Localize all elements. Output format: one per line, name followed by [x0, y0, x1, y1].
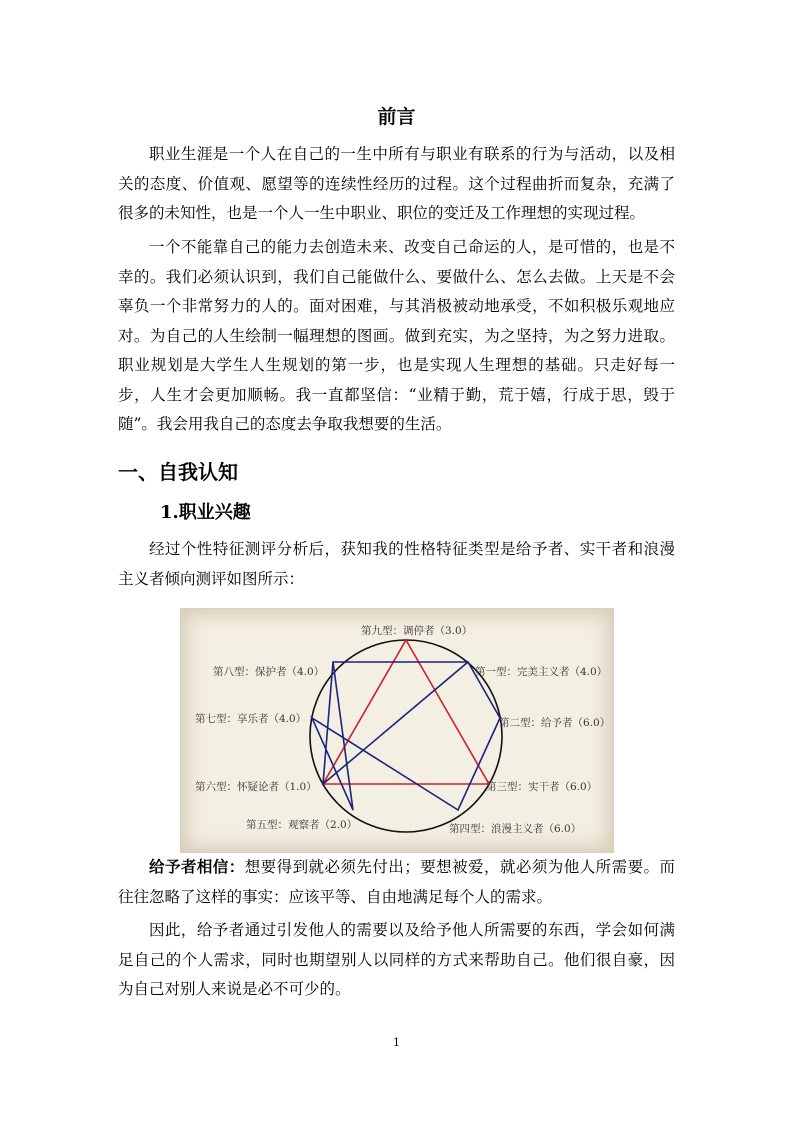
preface-paragraph-1: 职业生涯是一个人在自己的一生中所有与职业有联系的行为与活动，以及相关的态度、价值观、愿望等的连续性经历的过程。这个过程曲折而复杂，充满了很多的未知性，也是一个人一生中职业、职位的变迁及工作理想的实现过程。: [118, 145, 675, 222]
test-intro-paragraph: 经过个性特征测评分析后，获知我的性格特征类型是给予者、实干者和浪漫主义者倾向测评如图所示：: [118, 540, 675, 588]
page-title: 前言: [377, 106, 416, 128]
label-type-3: 第三型：实干者（6.0）: [486, 781, 598, 793]
subsection-heading-career-interest: 1.职业兴趣: [160, 502, 251, 523]
giver-belief-text: 想要得到就必须先付出；要想被爱，就必须为他人所需要。而往往忽略了这样的事实：应该平等、自由地满足每个人的需求。: [118, 858, 675, 906]
section-heading-self-awareness: 一、自我认知: [118, 460, 238, 484]
giver-belief-paragraph: [118, 852, 675, 912]
label-type-2: 第二型：给予者（6.0）: [499, 717, 611, 729]
label-type-5: 第五型：观察者（2.0）: [246, 819, 358, 831]
label-type-8: 第八型：保护者（4.0）: [213, 666, 325, 678]
enneagram-circle: [310, 640, 502, 832]
enneagram-hexad-lines: [312, 662, 500, 810]
label-type-1: 第一型：完美主义者（4.0）: [475, 666, 608, 678]
label-type-6: 第六型：怀疑论者（1.0）: [195, 781, 317, 793]
label-type-9: 第九型：调停者（3.0）: [361, 625, 473, 637]
label-type-7: 第七型：享乐者（4.0）: [195, 713, 307, 725]
preface-paragraph-2: 一个不能靠自己的能力去创造未来、改变自己命运的人，是可惜的，也是不幸的。我们必须认识到，我们自己能做什么、要做什么、怎么去做。上天是不会辜负一个非常努力的人的。面对困难，与其消极被动地承受，不如积极乐观地应对。为自己的人生绘制一幅理想的图画。做到充实，为之坚持，为之努力进取。职业规划是大学生人生规划的第一步，也是实现人生理想的基础。只走好每一步，人生才会更加顺畅。我一直都坚信：“业精于勤，荒于嬉，行成于思，毁于随”。我会用我自己的态度去争取我想要的生活。: [118, 238, 675, 433]
giver-belief-lead: 给予者相信：: [149, 857, 245, 876]
label-type-4: 第四型：浪漫主义者（6.0）: [449, 823, 582, 835]
enneagram-figure: [180, 608, 614, 853]
page-number: 1: [393, 1036, 400, 1049]
giver-description-paragraph: 因此，给予者通过引发他人的需要以及给予他人所需要的东西，学会如何满足自己的个人需求，同时也期望别人以同样的方式来帮助自己。他们很自豪，因为自己对别人来说是必不可少的。: [118, 921, 675, 998]
enneagram-diagram: [181, 609, 613, 852]
